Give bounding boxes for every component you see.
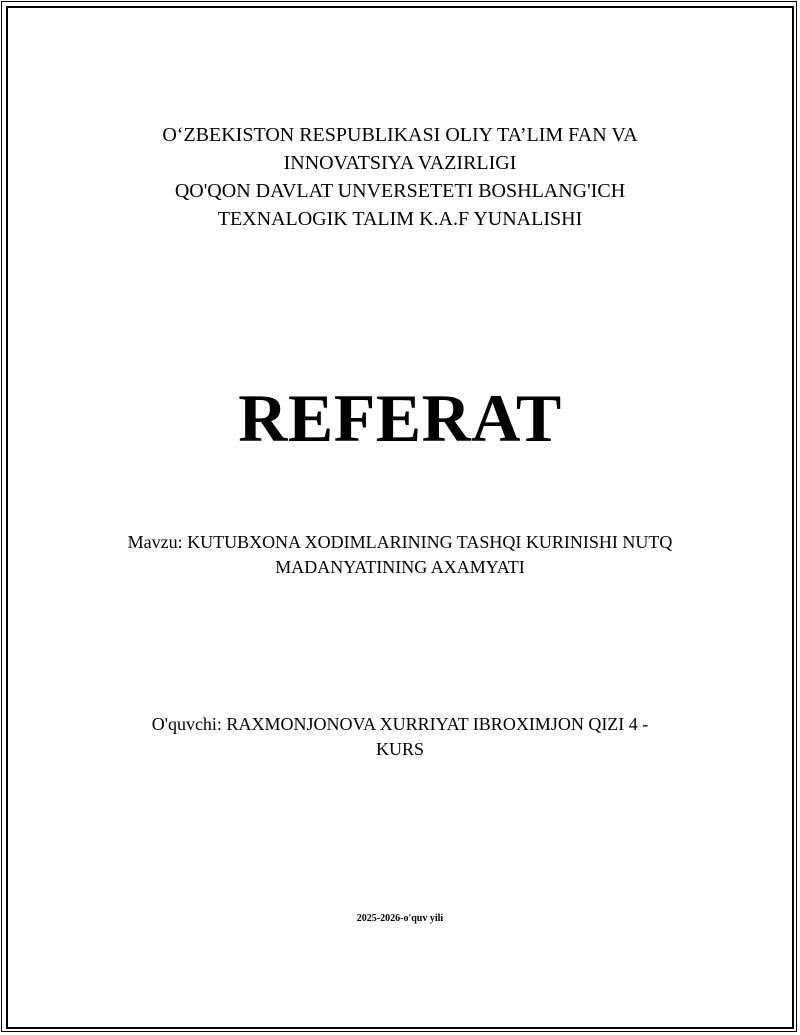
- student-block: [0, 712, 800, 762]
- header-line: O‘ZBEKISTON RESPUBLIKASI OLIY TA’LIM FAN VA: [162, 124, 638, 146]
- header-line: TEXNALOGIK TALIM K.A.F YUNALISHI: [217, 208, 583, 230]
- header-line: INNOVATSIYA VAZIRLIGI: [283, 152, 517, 174]
- student-line: KURS: [375, 739, 424, 759]
- topic-line: MADANYATINING AXAMYATI: [275, 557, 525, 577]
- academic-year: 2025-2026-o'quv yili: [356, 913, 444, 924]
- topic-line: Mavzu: KUTUBXONA XODIMLARINING TASHQI KURINISHI NUTQ: [127, 532, 673, 552]
- topic-block: [0, 530, 800, 580]
- student-line: O'quvchi: RAXMONJONOVA XURRIYAT IBROXIMJON QIZI 4 -: [151, 714, 649, 734]
- document-title: REFERAT: [238, 380, 562, 456]
- institution-header: [0, 121, 800, 233]
- header-line: QO'QON DAVLAT UNVERSETETI BOSHLANG'ICH: [174, 180, 626, 202]
